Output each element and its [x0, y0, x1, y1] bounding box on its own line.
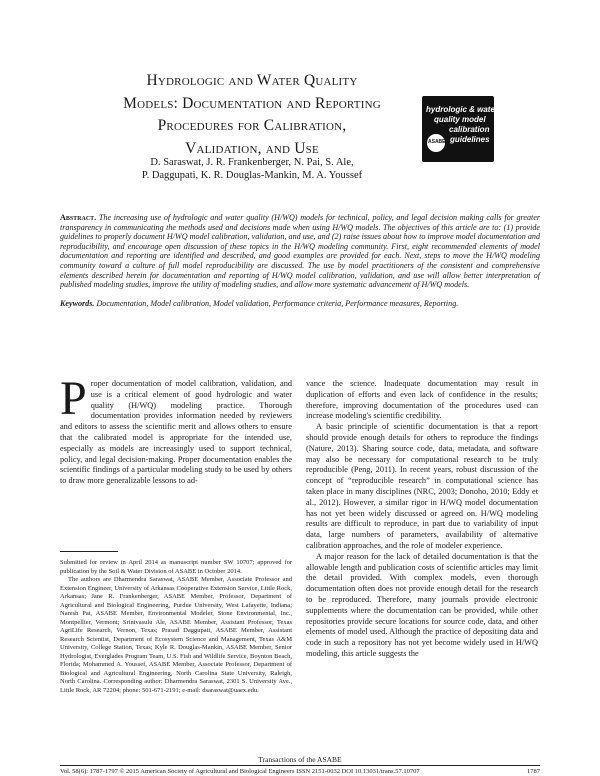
body-paragraph: vance the science. Inadequate documentation may result in duplication of efforts and even lack of confidence in the results; therefore, improving documentation of the procedures used can increase modeling's scientific credibility.: [306, 379, 538, 421]
authors-line-1: D. Saraswat, J. R. Frankenberger, N. Pai, S. Ale,: [150, 157, 354, 168]
author-list: [92, 156, 412, 182]
footer-divider: [60, 765, 540, 766]
abstract: [60, 213, 540, 290]
title-line-2: Models: Documentation and Reporting: [123, 94, 381, 112]
body-paragraph: A major reason for the lack of detailed documentation is that the allowable length and publication costs of scientific articles may limit the detail provided. With complex models, even thorough documentation often does not provide enough detail for the research to be reproduced. Therefore, many journals provide electronic supplements where the documentation can be provided, while other repositories provide secure locations for source code, data, and other elements of model used. Although the practice of depositing data and code in such a repository has not yet become widely used in H/WQ modeling, this article suggests the: [306, 551, 538, 658]
footnote-affiliations: The authors are Dharmendra Saraswat, ASABE Member, Associate Professor and Extension Engineer, University of Arkansas Cooperative Extension Service, Little Rock, Arkansas; Jane R. Frankenberger, ASABE Member, Professor, Department of Agricultural and Biological Engineering, Purdue University, West Lafayette, Indiana; Naresh Pai, ASABE Member, Environmental Modeler, Stone Environmental, Inc., Montpellier, Vermont; Srinivasulu Ale, ASABE Member, Assistant Professor, Texas AgriLife Research, Vernon, Texas; Prasad Daggupati, ASABE Member, Assistant Research Scientist, Department of Ecosystem Science and Management, Texas A&M University, College Station, Texas; Kyle R. Douglas-Mankin, ASABE Member, Senior Hydrologist, Everglades Program Team, U.S. Fish and Wildlife Service, Boynton Beach, Florida; Mohammed A. Youssef, ASABE Member, Associate Professor, Department of Biological and Agricultural Engineering, North Carolina State University, Raleigh, North Carolina. Corresponding author: Dharmendra Saraswat, 2301 S. University Ave., Little Rock, AR 72204; phone: 501-671-2191; e-mail: dsaraswat@uaex.edu.: [60, 576, 292, 694]
body-column-left: [60, 372, 292, 487]
title-line-1: Hydrologic and Water Quality: [146, 72, 358, 89]
guidelines-logo: [422, 96, 499, 162]
footnote-submission: Submitted for review in April 2014 as manuscript number SW 10707; approved for publication by the Soil & Water Division of ASABE in October 2014.: [60, 559, 292, 575]
body-paragraph: A basic principle of scientific documentation is that a report should provide enough details for others to reproduce the findings (Nature, 2013). Sharing source code, data, metadata, and software may also be necessary for computational research to be truly reproducible (Peng, 2011). In recent years, robust discussion of the concept of “reproducible research” in computational science has taken place in many disciplines (NRC, 2003; Donoho, 2010; Eddy et al., 2012). However, a similar rigor in H/WQ model documentation has not yet been widely discussed or agreed on. H/WQ modeling results are difficult to reproduce, in part due to variability of input data, large numbers of parameters, availability of alternative calibration approaches, and the role of modeler experience.: [306, 422, 538, 550]
drop-cap: P: [60, 372, 87, 425]
abstract-label: Abstract.: [60, 213, 97, 222]
title-line-3: Procedures for Calibration,: [157, 117, 347, 134]
logo-line-1: hydrologic & water: [426, 105, 499, 114]
keywords: [60, 299, 540, 309]
journal-name: Transactions of the ASABE: [258, 755, 342, 764]
keywords-label: Keywords.: [60, 299, 95, 308]
body-column-right: [306, 379, 538, 660]
author-footnote: [60, 559, 292, 695]
logo-line-4: guidelines: [450, 135, 490, 144]
abstract-text: The increasing use of hydrologic and water quality (H/WQ) models for technical, policy, and legal decision making calls for greater transparency in communicating the methods used and decisions made when using H/WQ models. The objectives of this article are to: (1) provide guidelines to properly document H/WQ model calibration, validation, and use, and (2) raise issues about how to improve model documentation and reproducibility, and encourage open discussion of these topics in the H/WQ modeling community. First, eight recommended elements of model documentation and reporting are identified and described, and good examples are provided for each. Next, steps to move the H/WQ modeling community toward a culture of full model reproducibility are discussed. The use by model practitioners of the consistent and comprehensive elements described herein for documentation and reporting of H/WQ model calibration, validation, and use will allow better interpretation of published modeling studies, improve the utility of modeling studies, and allow more systematic advancement of H/WQ models.: [60, 213, 540, 290]
title-line-4: Validation, and Use: [185, 139, 319, 157]
asabe-seal-icon: ASABE: [427, 134, 445, 152]
article-title: [92, 70, 412, 160]
logo-line-2: quality model: [434, 115, 486, 124]
page-number: 1787: [527, 768, 540, 775]
citation-info: Vol. 58(6): 1787-1797 © 2015 American Society of Agricultural and Biological Engineers ISSN 2151-0032 DOI 10.13031/trans.57.10707: [60, 768, 420, 775]
footnote-divider: [60, 551, 118, 552]
authors-line-2: P. Daggupati, K. R. Douglas-Mankin, M. A. Youssef: [141, 170, 363, 181]
body-paragraph: Proper documentation of model calibration, validation, and use is a critical element of good hydrologic and water quality (H/WQ) modeling practice. Thorough documentation provides information needed by reviewers and editors to assess the scientific merit and allows others to ensure that the calibrated model is appropriate for the intended use, especially as models are increasingly used to support technical, policy, and legal decision-making. Proper documentation enables the scientific findings of a particular modeling study to be used by others to draw more generalizable lessons to ad-: [60, 372, 292, 486]
logo-line-3: calibration: [449, 125, 490, 134]
keywords-text: Documentation, Model calibration, Model validation, Performance criteria, Performance measures, Reporting.: [96, 299, 459, 308]
page-footer: [60, 768, 540, 775]
